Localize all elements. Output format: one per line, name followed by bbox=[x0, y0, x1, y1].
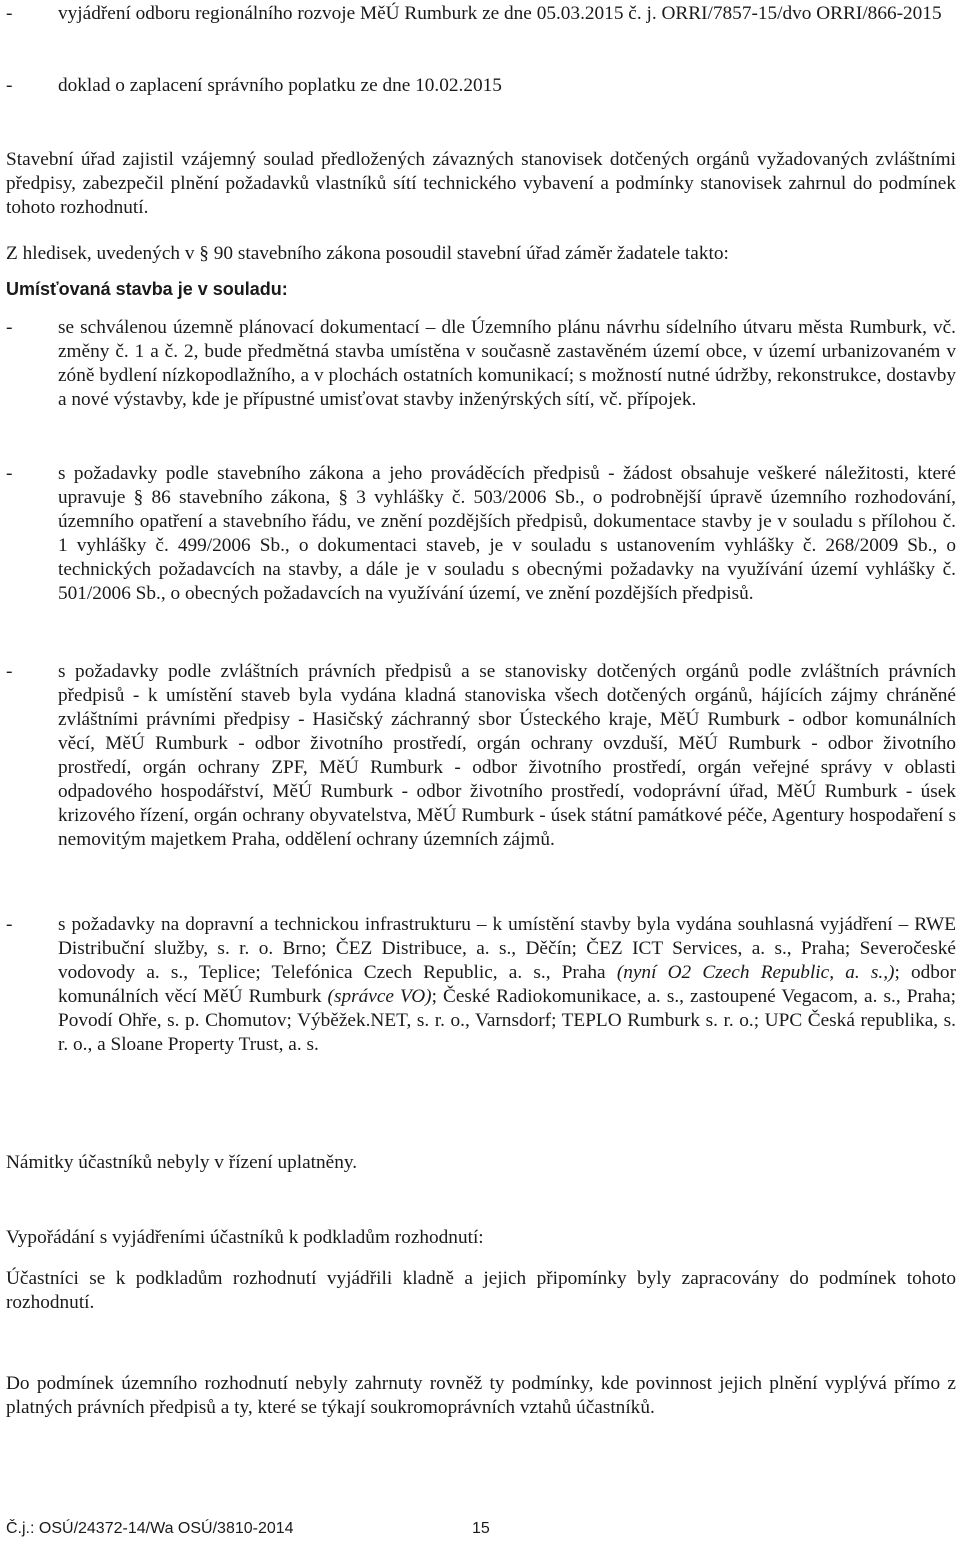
bullet-dash: - bbox=[6, 75, 13, 96]
bullet-text: s požadavky podle stavebního zákona a jeho prováděcích předpisů - žádost obsahuje veškeré náležitosti, které upravuje § 86 stavebního zákona, § 3 vyhlášky č. 503/2006 Sb., o podrobnější úpravě územního rozhodování, územního opatření a stavebního řádu, ve znění pozdějších předpisů, dokumentace stavby je v souladu s přílohou č. 1 vyhlášky č. 499/2006 Sb., o dokumentaci staveb, je v souladu s ustanovením vyhlášky č. 268/2009 Sb., o technických požadavcích na stavby, a dále je v souladu s obecnými požadavky na využívání území vyhlášky č. 501/2006 Sb., o obecných požadavcích na využívání území, ve znění pozdějších předpisů. bbox=[58, 463, 956, 604]
text-segment: s požadavky na dopravní a technickou infrastrukturu – k umístění stavby byla vydána souhlasná vyjádření – RWE Distribuční služby, s. r. o. Brno; ČEZ Distribuce, a. s., Děčín; ČEZ ICT Services, a. s., Praha; Severočeské vodovody a. s., Teplice; Telefónica Czech Republic, a. s., Praha bbox=[58, 914, 956, 983]
bullet-text: s požadavky podle zvláštních právních předpisů a se stanovisky dotčených orgánů podle zvláštních právních předpisů - k umístění staveb byla vydána kladná stanoviska všech dotčených orgánů, hájících zájmy chráněné zvláštními právními předpisy - Hasičský záchranný sbor Ústeckého kraje, MěÚ Rumburk - odbor komunálních věcí, MěÚ Rumburk - odbor životního prostředí, orgán ochrany ovzduší, MěÚ Rumburk - odbor životního prostředí, orgán ochrany ZPF, MěÚ Rumburk - odbor životního prostředí, orgán veřejné správy v oblasti odpadového hospodářství, MěÚ Rumburk - odbor životního prostředí, vodoprávní úřad, MěÚ Rumburk - úsek krizového řízení, orgán ochrany obyvatelstva, MěÚ Rumburk - úsek státní památkové péče, Agentury hospodaření s nemovitým majetkem Praha, oddělení ochrany územních zájmů. bbox=[58, 661, 956, 850]
paragraph-coordination: Stavební úřad zajistil vzájemný soulad předložených závazných stanovisek dotčených orgánů vyžadovaných zvláštními předpisy, zabezpečil plnění požadavků vlastníků sítí technického vybavení a podmínky stanovisek zahrnul do podmínek tohoto rozhodnutí. bbox=[6, 149, 956, 218]
paragraph-conditions: Do podmínek územního rozhodnutí nebyly zahrnuty rovněž ty podmínky, kde povinnost jejich plnění vyplývá přímo z platných právních předpisů a ty, které se týkají soukromoprávních vztahů účastníků. bbox=[6, 1373, 956, 1418]
bullet-dash: - bbox=[6, 463, 13, 484]
bullet-text bbox=[58, 913, 956, 1057]
paragraph-settlement-heading: Vypořádání s vyjádřeními účastníků k podkladům rozhodnutí: bbox=[6, 1227, 484, 1248]
list-item bbox=[6, 74, 956, 98]
footer-reference: Č.j.: OSÚ/24372-14/Wa OSÚ/3810-2014 bbox=[6, 1520, 294, 1537]
text-segment: ; České Radiokomunikace, a. s., zastoupené Vegacom, a. s., Praha; Povodí Ohře, s. p. Chomutov; Výběžek.NET, s. r. o., Varnsdorf; TEPLO Rumburk s. r. o.; UPC Česká republika, s. r. o., a Sloane Property Trust, a. s. bbox=[58, 986, 956, 1055]
bullet-dash: - bbox=[6, 3, 13, 24]
list-item bbox=[6, 2, 956, 26]
heading-compliance: Umísťovaná stavba je v souladu: bbox=[6, 279, 288, 299]
list-item bbox=[6, 316, 956, 412]
text-segment: ; odbor komunálních věcí MěÚ Rumburk bbox=[58, 962, 956, 1007]
list-item bbox=[6, 462, 956, 606]
bullet-text: doklad o zaplacení správního poplatku ze dne 10.02.2015 bbox=[58, 75, 502, 96]
italic-segment: (správce VO) bbox=[327, 986, 432, 1007]
list-item bbox=[6, 660, 956, 852]
list-item bbox=[6, 913, 956, 1057]
paragraph-objections: Námitky účastníků nebyly v řízení uplatněny. bbox=[6, 1152, 358, 1173]
paragraph-assessment: Z hledisek, uvedených v § 90 stavebního zákona posoudil stavební úřad záměr žadatele takto: bbox=[6, 243, 729, 264]
bullet-dash: - bbox=[6, 317, 13, 338]
bullet-text: se schválenou územně plánovací dokumentací – dle Územního plánu návrhu sídelního útvaru města Rumburk, vč. změny č. 1 a č. 2, bude předmětná stavba umístěna v současně zastavěném území obce, v území urbanizovaném v zóně bydlení nízkopodlažního, a v plochách ostatních komunikací; s možností nutné údržby, rekonstrukce, dostavby a nové výstavby, kde je přípustné umisťovat stavby inženýrských sítí, vč. přípojek. bbox=[58, 317, 956, 410]
page-number: 15 bbox=[472, 1520, 490, 1537]
bullet-text: vyjádření odboru regionálního rozvoje MěÚ Rumburk ze dne 05.03.2015 č. j. ORRI/7857-15/dvo ORRI/866-2015 bbox=[58, 3, 942, 24]
bullet-dash: - bbox=[6, 914, 13, 935]
bullet-dash: - bbox=[6, 661, 13, 682]
italic-segment: (nyní O2 Czech Republic, a. s.,) bbox=[616, 962, 895, 983]
paragraph-settlement: Účastníci se k podkladům rozhodnutí vyjádřili kladně a jejich připomínky byly zapracovány do podmínek tohoto rozhodnutí. bbox=[6, 1268, 956, 1313]
